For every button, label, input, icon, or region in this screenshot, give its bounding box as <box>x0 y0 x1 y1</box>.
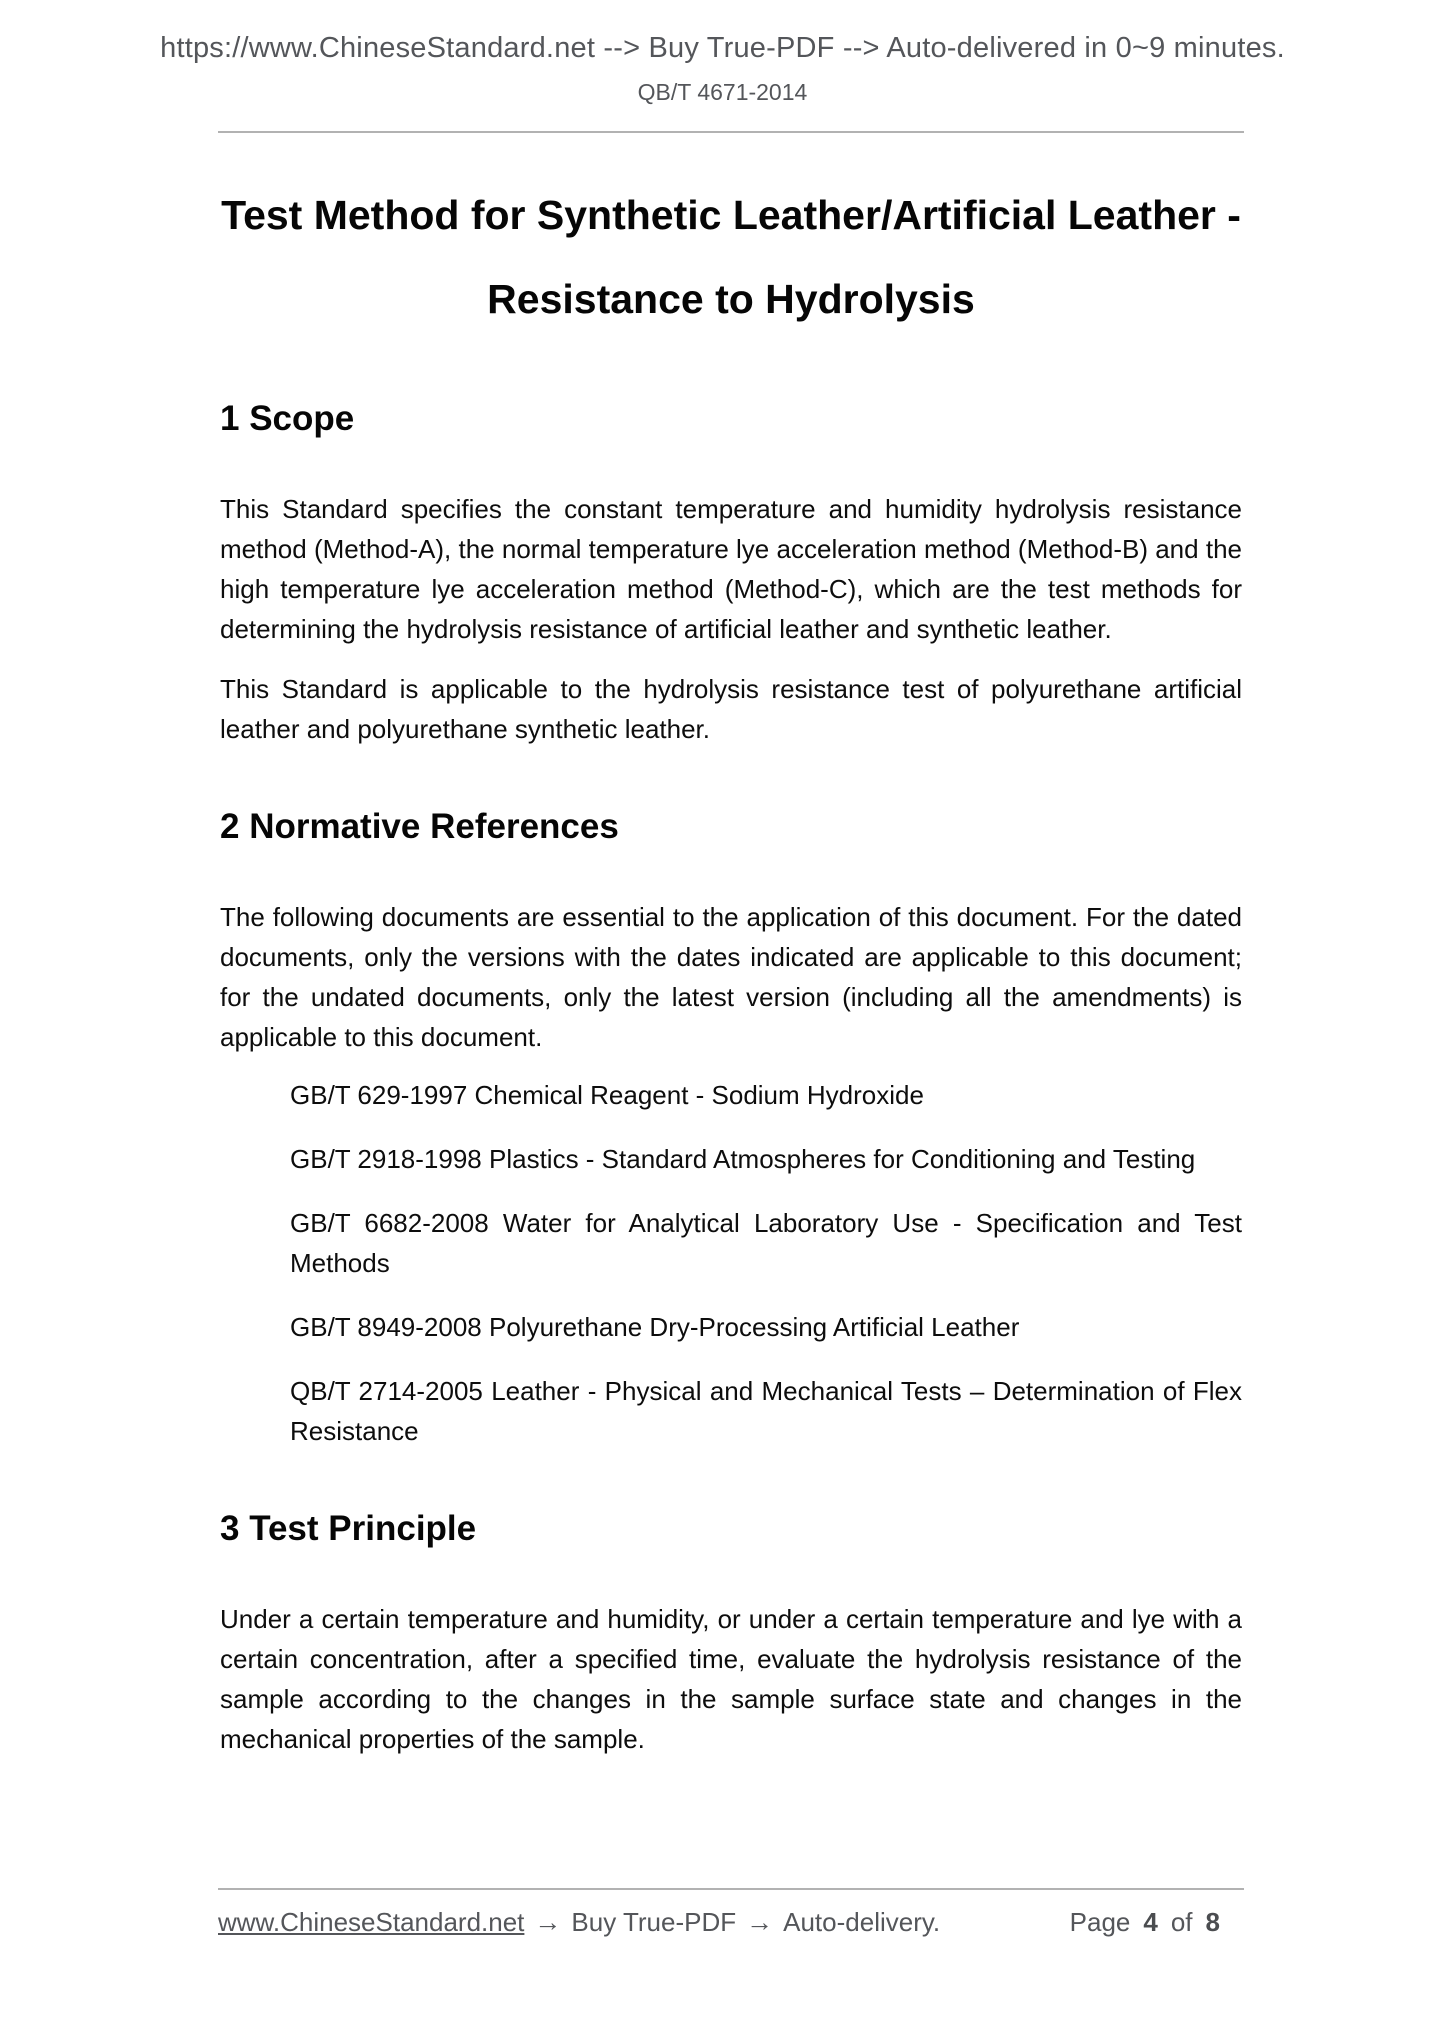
right-arrow-icon: → <box>746 1907 774 1937</box>
reference-item: GB/T 6682-2008 Water for Analytical Laboratory Use - Specification and Test Methods <box>290 1208 1242 1278</box>
paragraph: Under a certain temperature and humidity, or under a certain temperature and lye with a certain concentration, after a specified time, evaluate the hydrolysis resistance of the sample according to the changes in the sample surface state and changes in the mechanical properties of the sample. <box>220 1604 1242 1754</box>
section-test-principle <box>220 1507 1242 1759</box>
right-arrow-icon: → <box>534 1907 562 1937</box>
total-pages: 8 <box>1205 1907 1220 1937</box>
paragraph: This Standard specifies the constant temperature and humidity hydrolysis resistance method (Method-A), the normal temperature lye acceleration method (Method-B) and the high temperature lye acceleration method (Method-C), which are the test methods for determining the hydrolysis resistance of artificial leather and synthetic leather. <box>220 494 1242 644</box>
title-line-1: Test Method for Synthetic Leather/Artificial Leather - <box>221 192 1241 238</box>
current-page-number: 4 <box>1143 1907 1158 1937</box>
section-heading-normative-references: 2 Normative References <box>220 807 619 846</box>
standard-code: QB/T 4671-2014 <box>637 79 808 105</box>
footer-site-link[interactable]: www.ChineseStandard.net <box>218 1907 525 1937</box>
reference-item: QB/T 2714-2005 Leather - Physical and Mechanical Tests – Determination of Flex Resistance <box>290 1376 1242 1446</box>
paragraph: This Standard is applicable to the hydrolysis resistance test of polyurethane artificial leather and polyurethane synthetic leather. <box>220 674 1242 744</box>
footer-buy-label: Buy True-PDF <box>571 1907 737 1937</box>
page-label: Page <box>1069 1907 1131 1937</box>
title-line-2: Resistance to Hydrolysis <box>487 276 975 322</box>
footer-delivery-label: Auto-delivery. <box>783 1907 941 1937</box>
of-label: of <box>1170 1907 1193 1937</box>
header-divider <box>218 131 1244 133</box>
page-indicator <box>1070 1905 1244 1939</box>
header-url-line: https://www.ChineseStandard.net --> Buy True-PDF --> Auto-delivered in 0~9 minutes. <box>160 32 1285 64</box>
section-heading-test-principle: 3 Test Principle <box>220 1509 477 1548</box>
section-heading-scope: 1 Scope <box>220 399 355 438</box>
section-normative-references <box>220 805 1242 1451</box>
reference-item: GB/T 629-1997 Chemical Reagent - Sodium Hydroxide <box>290 1080 924 1110</box>
reference-item: GB/T 2918-1998 Plastics - Standard Atmospheres for Conditioning and Testing <box>290 1144 1196 1174</box>
page-footer <box>218 1888 1244 1939</box>
paragraph: The following documents are essential to the application of this document. For the dated documents, only the versions with the dates indicated are applicable to this document; for the undated documents, only the latest version (including all the amendments) is applicable to this document. <box>220 902 1242 1052</box>
document-title <box>220 173 1242 341</box>
reference-item: GB/T 8949-2008 Polyurethane Dry-Processing Artificial Leather <box>290 1312 1020 1342</box>
section-scope <box>220 397 1242 749</box>
footer-tagline <box>218 1905 940 1939</box>
page-header <box>0 0 1445 106</box>
document-body <box>220 173 1242 1759</box>
